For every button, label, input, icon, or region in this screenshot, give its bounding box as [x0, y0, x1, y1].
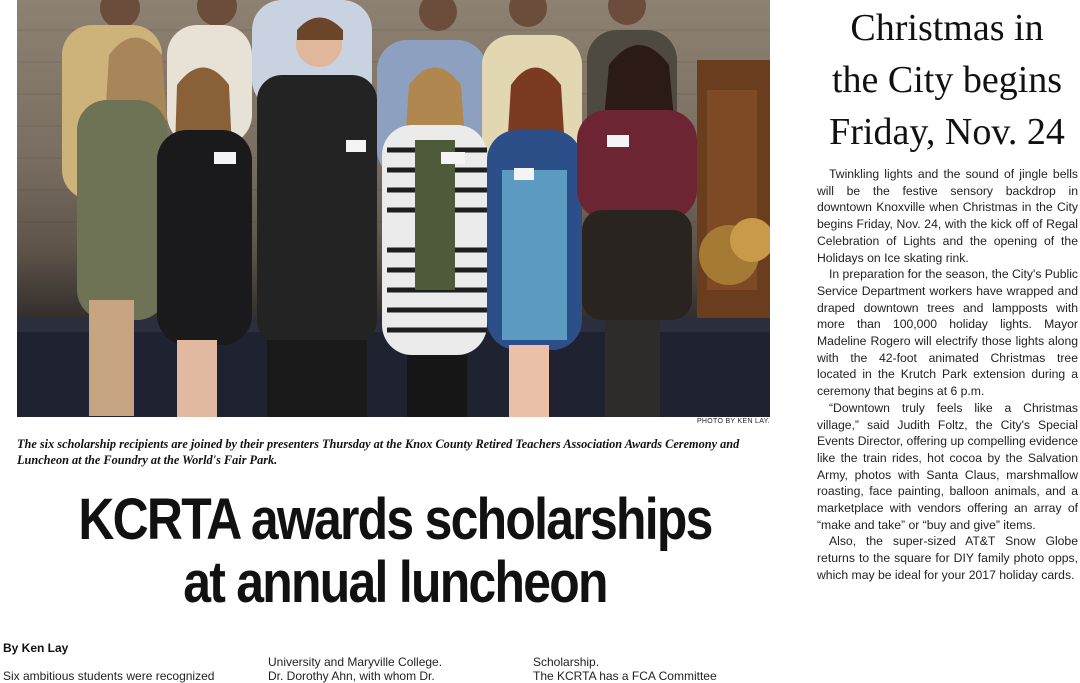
article-headline [55, 488, 734, 614]
sidebar-article-body [817, 166, 1078, 584]
group-photo-illustration [17, 0, 770, 417]
column-1-cut-line: Six ambitious students were recognized [3, 669, 215, 683]
sidebar-headline-line-3: Friday, Nov. 24 [829, 111, 1065, 153]
sidebar-paragraph-4: Also, the super-sized AT&T Snow Globe returns to the square for DIY family photo opps, which may be ideal for your 2017 holiday cards. [817, 534, 1078, 582]
sidebar-headline-line-2: the City begins [831, 59, 1063, 101]
sidebar-headline-line-1: Christmas in [850, 7, 1044, 49]
scholarship-group-photo [17, 0, 770, 417]
column-3-cut-line: The KCRTA has a FCA Committee [533, 669, 717, 683]
byline: By Ken Lay [3, 641, 69, 655]
column-2-cut-line: Dr. Dorothy Ahn, with whom Dr. [268, 669, 435, 683]
sidebar-paragraph-3: “Downtown truly feels like a Christmas village,” said Judith Foltz, the City's Special Events Director, offering up compelling evidence like the train rides, hot cocoa by the Salvation Army, photos with Santa Claus, marshmallow roasting, face painting, balloon animals, and a marketplace with vendors offering an array of “make and take” or “buy and give” items. [817, 400, 1078, 532]
sidebar-headline [812, 2, 1080, 158]
column-3-fragment: Scholarship. [533, 655, 600, 669]
headline-line-1: KCRTA awards scholarships [78, 487, 712, 552]
sidebar-paragraph-2: In preparation for the season, the City's Public Service Department workers have wrapped and draped downtown trees and lampposts with more than 100,000 holiday lights. Mayor Madeline Rogero will electrify those lights along with the 42-foot animated Christmas tree located in the Krutch Park extension during a ceremony that begins at 6 p.m. [817, 267, 1078, 399]
photo-caption: The six scholarship recipients are joined by their presenters Thursday at the Knox County Retired Teachers Association Awards Ceremony and Luncheon at the Foundry at the World's Fair Park. [17, 437, 740, 467]
sidebar-paragraph-1: Twinkling lights and the sound of jingle bells will be the festive sensory backdrop in downtown Knoxville when Christmas in the City begins Friday, Nov. 24, with the kick off of Regal Celebration of Lights and the opening of the Holidays on Ice skating rink. [817, 167, 1078, 265]
column-2-fragment: University and Maryville College. [268, 655, 443, 669]
headline-line-2: at annual luncheon [183, 550, 607, 615]
photo-credit: PHOTO BY KEN LAY. [696, 418, 770, 425]
